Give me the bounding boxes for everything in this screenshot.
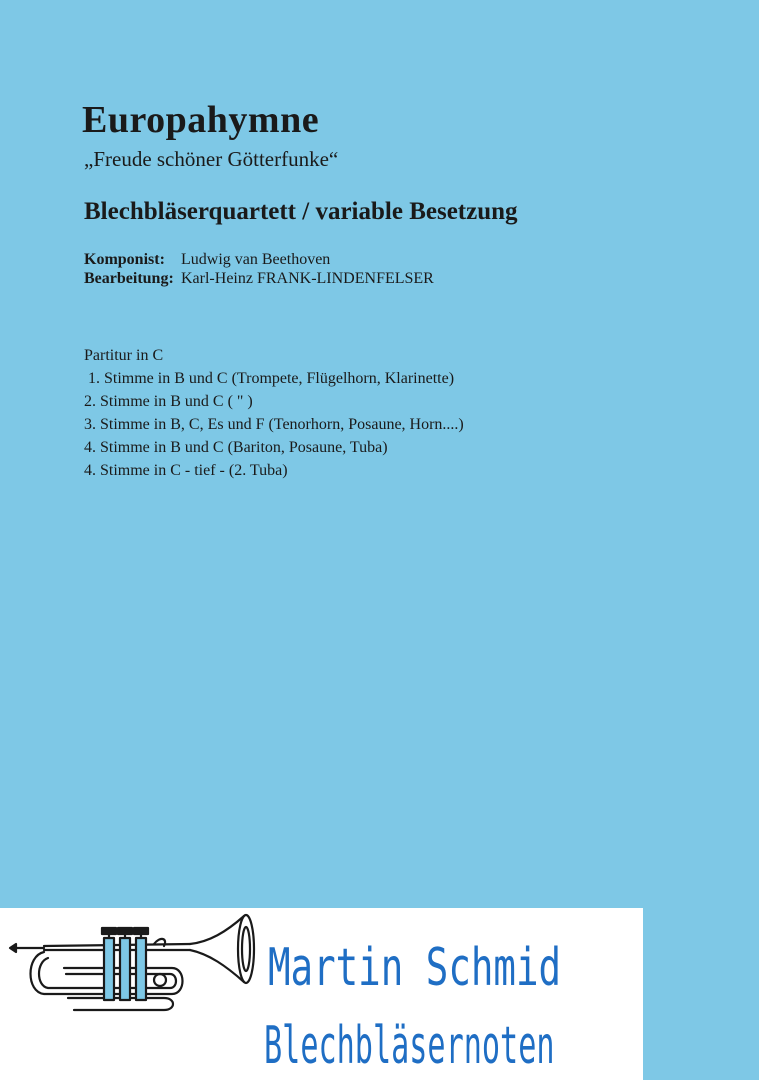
- trumpet-icon: [4, 910, 266, 1014]
- part-item: 4. Stimme in C - tief - (2. Tuba): [84, 462, 288, 479]
- brand-tagline: Blechbläsernoten: [264, 1016, 555, 1076]
- arranger-row: [84, 269, 434, 288]
- part-item: 3. Stimme in B, C, Es und F (Tenorhorn, Posaune, Horn....): [84, 416, 464, 433]
- publisher-banner: [0, 908, 643, 1080]
- part-item: 1. Stimme in B und C (Trompete, Flügelhorn, Klarinette): [88, 370, 455, 387]
- arranger-name: Karl-Heinz FRANK-LINDENFELSER: [181, 270, 434, 287]
- subtitle: „Freude schöner Götterfunke“: [84, 147, 339, 171]
- ensemble-heading: Blechbläserquartett / variable Besetzung: [84, 198, 518, 225]
- part-item: 2. Stimme in B und C ( " ): [84, 393, 253, 410]
- composer-row: [84, 250, 434, 269]
- credits: [84, 250, 434, 288]
- composer-name: Ludwig van Beethoven: [181, 251, 331, 268]
- title: Europahymne: [82, 99, 320, 141]
- arranger-label: Bearbeitung:: [84, 270, 174, 287]
- part-item: Partitur in C: [84, 347, 164, 364]
- brand-name: Martin Schmid: [268, 938, 562, 998]
- part-item: 4. Stimme in B und C (Bariton, Posaune, Tuba): [84, 439, 388, 456]
- composer-label: Komponist:: [84, 251, 165, 268]
- parts-list: [84, 344, 464, 482]
